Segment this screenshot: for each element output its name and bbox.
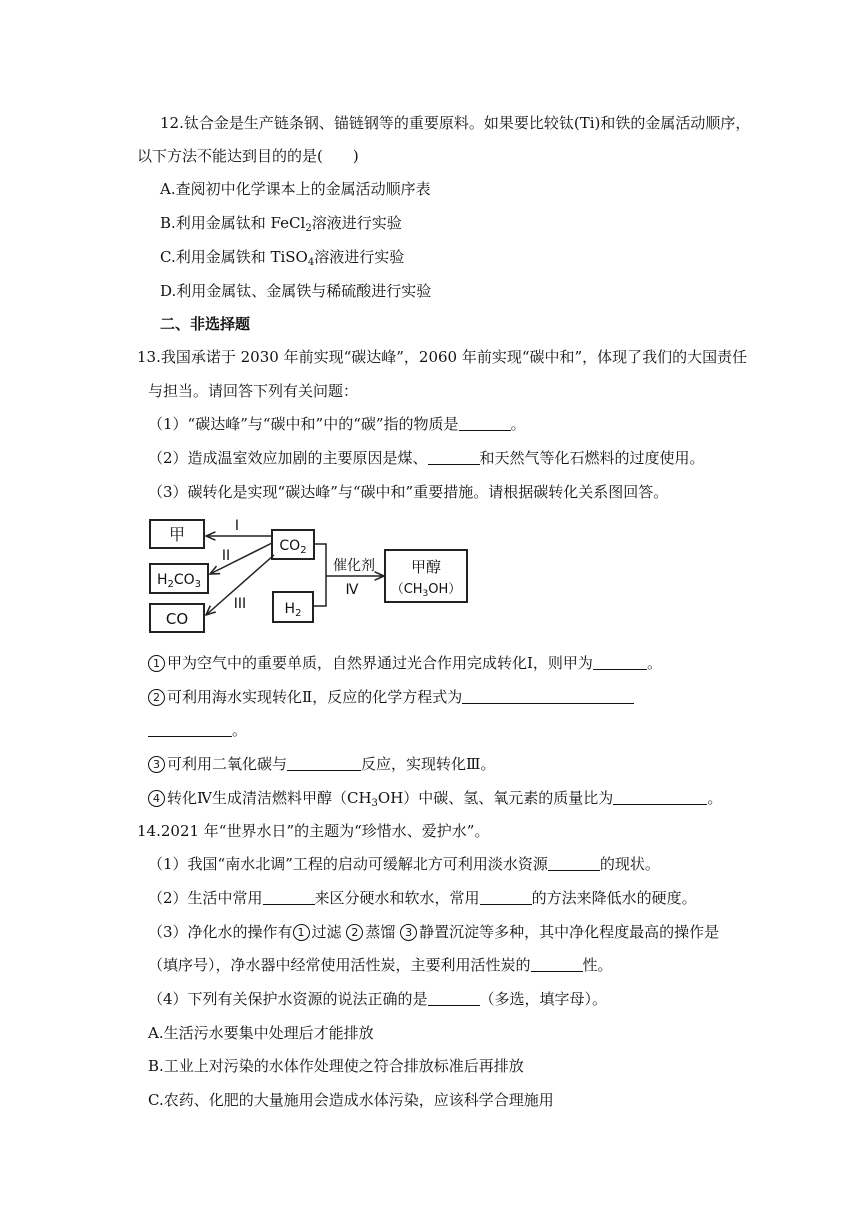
q13-sub4 — [148, 787, 722, 809]
q14-part3 — [148, 921, 719, 943]
answer-blank[interactable] — [593, 654, 647, 670]
answer-blank[interactable] — [462, 688, 634, 704]
q13-sub4-sub: 3 — [371, 798, 378, 809]
connector-h2 — [313, 576, 326, 606]
box-co-label: CO — [165, 610, 189, 628]
circled-number: 1 — [293, 924, 310, 941]
circled-number: 1 — [148, 655, 165, 672]
q14-part2-post: 的方法来降低水的硬度。 — [531, 889, 697, 907]
answer-blank[interactable] — [148, 721, 232, 737]
q13-sub4-post: 。 — [707, 789, 723, 807]
q14-part2 — [148, 887, 697, 909]
q12-option-c — [160, 246, 404, 268]
label-I: I — [234, 518, 240, 534]
answer-blank[interactable] — [428, 449, 480, 465]
answer-blank[interactable] — [613, 789, 707, 805]
circled-number: 4 — [148, 790, 165, 807]
circled-number: 3 — [400, 924, 417, 941]
q14-part4-pre: （4）下列有关保护水资源的说法正确的是 — [148, 990, 428, 1008]
box-methanol-line1: 甲醇 — [410, 558, 442, 576]
circled-number: 2 — [346, 924, 363, 941]
q13-part1-post: 。 — [510, 415, 526, 433]
q13-sub2 — [148, 686, 634, 708]
arrow-II — [210, 543, 272, 574]
q14-part2-pre: （2）生活中常用 — [148, 889, 263, 907]
connector-co2 — [314, 544, 326, 576]
answer-blank[interactable] — [480, 889, 532, 905]
q14-stem: 14.2021 年“世界水日”的主题为“珍惜水、爱护水”。 — [137, 822, 490, 840]
circled-number: 3 — [148, 756, 165, 773]
q14-part3-op2: 蒸馏 — [365, 923, 401, 941]
box-methanol-line2: $(CH_3OH)$ — [390, 582, 462, 599]
label-catalyst: 催化剂 — [333, 558, 375, 574]
q14-part3b-post: 性。 — [582, 956, 613, 974]
answer-blank[interactable] — [263, 889, 315, 905]
q13-part1-pre: （1）“碳达峰”与“碳中和”中的“碳”指的物质是 — [148, 415, 459, 433]
q12-stem-line1: 12.钛合金是生产链条钢、锚链钢等的重要原料。如果要比较钛(Ti)和铁的金属活动顺序， — [160, 114, 751, 132]
box-h2-label: $H_2$ — [284, 601, 302, 619]
box-co2-label: $CO_2$ — [279, 538, 307, 556]
label-II: II — [221, 548, 231, 564]
q14-option-c: C.农药、化肥的大量施用会造成水体污染，应该科学合理施用 — [148, 1091, 554, 1109]
q14-part1-post: 的现状。 — [599, 855, 660, 873]
q14-part3-pre: （3）净化水的操作有 — [148, 923, 293, 941]
q13-sub3 — [148, 753, 495, 775]
q14-option-b: B.工业上对污染的水体作处理使之符合排放标准后再排放 — [148, 1057, 524, 1075]
q13-sub4-mid: OH）中碳、氢、氧元素的质量比为 — [377, 789, 614, 807]
q13-sub3-post: 反应，实现转化Ⅲ。 — [361, 755, 496, 773]
q12-option-b-pre: B.利用金属钛和 FeCl — [160, 214, 306, 232]
q12-option-c-sub: 4 — [307, 257, 315, 268]
q13-part2-post: 和天然气等化石燃料的过度使用。 — [479, 449, 705, 467]
q13-sub1-post: 。 — [646, 654, 662, 672]
answer-blank[interactable] — [548, 855, 600, 871]
q14-part3b-pre: （填序号），净水器中经常使用活性炭，主要利用活性炭的 — [148, 956, 531, 974]
carbon-conversion-diagram — [140, 512, 480, 638]
q12-stem-line2: 以下方法不能达到目的的是( ) — [137, 147, 359, 165]
q14-part3-op3: 静置沉淀等多种，其中净化程度最高的操作是 — [419, 923, 720, 941]
q14-part3-cont — [148, 954, 613, 976]
q13-stem-line2: 与担当。请回答下列有关问题： — [148, 382, 359, 400]
q13-sub2-pre: 可利用海水实现转化Ⅱ，反应的化学方程式为 — [167, 688, 463, 706]
q13-sub1-pre: 甲为空气中的重要单质，自然界通过光合作用完成转化Ⅰ，则甲为 — [167, 654, 593, 672]
answer-blank[interactable] — [428, 990, 480, 1006]
q12-option-c-post: 溶液进行实验 — [314, 248, 405, 266]
q12-option-c-pre: C.利用金属铁和 TiSO — [160, 248, 308, 266]
q12-option-d: D.利用金属钛、金属铁与稀硫酸进行实验 — [160, 282, 432, 300]
box-h2co3-label: $H_2CO_3$ — [156, 572, 202, 590]
q14-part4 — [148, 988, 607, 1010]
q13-sub1 — [148, 652, 662, 674]
q14-part3-op1: 过滤 — [311, 923, 347, 941]
q14-part1-pre: （1）我国“南水北调”工程的启动可缓解北方可利用淡水资源 — [148, 855, 548, 873]
q12-option-b — [160, 212, 402, 234]
q12-option-b-sub: 2 — [305, 223, 312, 234]
q12-option-b-post: 溶液进行实验 — [311, 214, 402, 232]
box-jia-label: 甲 — [168, 525, 186, 544]
q13-part2 — [148, 447, 705, 469]
label-IV: Ⅳ — [345, 582, 359, 598]
q14-part4-post: （多选，填字母）。 — [479, 990, 608, 1008]
answer-blank[interactable] — [459, 415, 511, 431]
q12-option-a: A.查阅初中化学课本上的金属活动顺序表 — [160, 180, 431, 198]
answer-blank[interactable] — [531, 956, 583, 972]
q13-part1 — [148, 413, 526, 435]
answer-blank[interactable] — [287, 755, 361, 771]
label-III: III — [233, 596, 247, 612]
q13-sub2-cont — [148, 719, 247, 741]
q13-sub2-post: 。 — [232, 721, 248, 739]
q14-part2-mid: 来区分硬水和软水，常用 — [314, 889, 480, 907]
q13-part3: （3）碳转化是实现“碳达峰”与“碳中和”重要措施。请根据碳转化关系图回答。 — [148, 483, 669, 501]
q14-option-a: A.生活污水要集中处理后才能排放 — [148, 1024, 374, 1042]
circled-number: 2 — [148, 689, 165, 706]
section-heading: 二、非选择题 — [160, 315, 251, 333]
q13-stem-line1: 13.我国承诺于 2030 年前实现“碳达峰”，2060 年前实现“碳中和”，体现了我们的大国责任 — [137, 348, 748, 366]
q13-sub4-pre: 转化Ⅳ生成清洁燃料甲醇（CH — [167, 789, 372, 807]
q13-part2-pre: （2）造成温室效应加剧的主要原因是煤、 — [148, 449, 428, 467]
q14-part1 — [148, 853, 660, 875]
q13-sub3-pre: 可利用二氧化碳与 — [167, 755, 288, 773]
